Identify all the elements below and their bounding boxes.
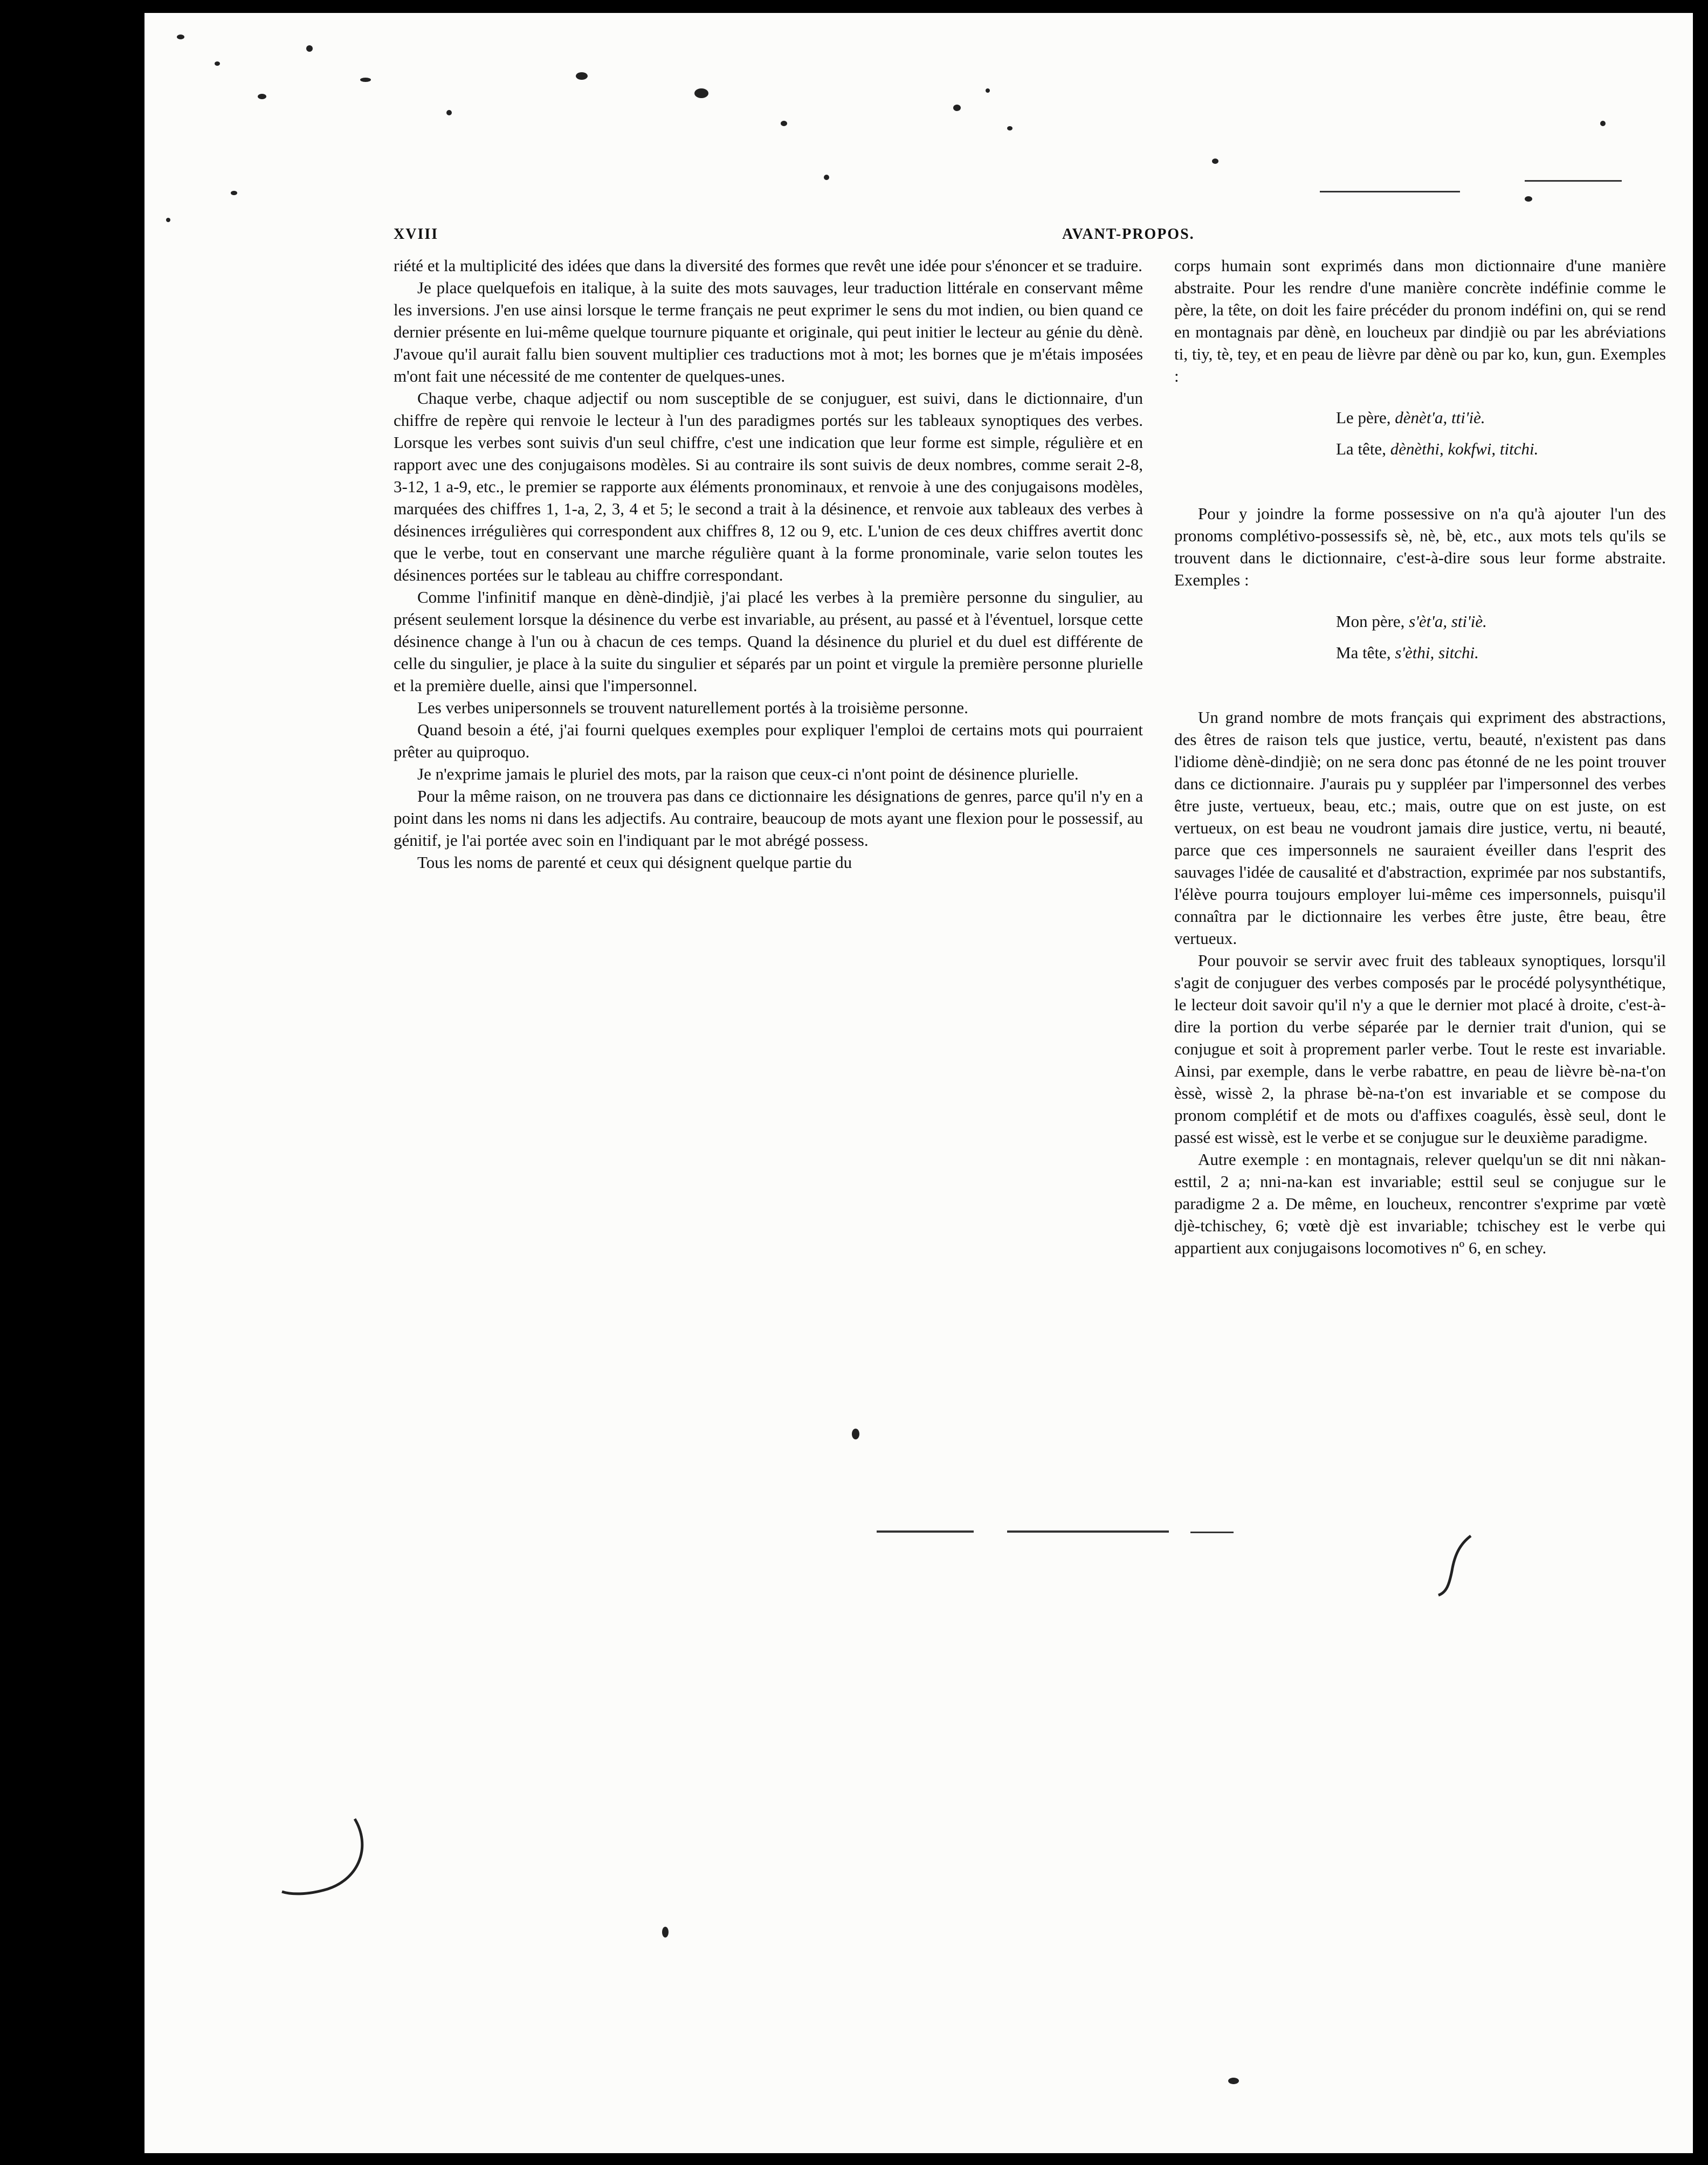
example-block [1174, 606, 1666, 668]
running-title: AVANT-PROPOS. [1062, 226, 1195, 243]
paragraph: Les verbes unipersonnels se trouvent naturellement portés à la troisième personne. [417, 698, 968, 717]
paragraph: Comme l'infinitif manque en dènè-dindjiè, j'ai placé les verbes à la première personne du singulier, au présent seulement lorsque la désinence du verbe est invariable, au présent, au passé et à l'éventuel, lorsque cette désinence change à l'un ou à chacun de ces temps. Quand la désinence du pluriel et du duel est différente de celle du singulier, je place à la suite du singulier et séparés par un point et virgule la première personne plurielle et la première duelle, ainsi que l'impersonnel. [394, 588, 1143, 695]
example-line [1174, 402, 1666, 433]
paragraph: Pour la même raison, on ne trouvera pas dans ce dictionnaire les désignations de genres, parce qu'il n'y en a point dans les noms ni dans les adjectifs. Au contraire, beaucoup de mots ayant une flexion pour le possessif, au génitif, je l'ai portée avec soin en l'indiquant par le mot abrégé possess. [394, 787, 1143, 850]
running-header [394, 220, 1677, 253]
scan-speck [360, 78, 371, 82]
paragraph: Je n'exprime jamais le pluriel des mots, par la raison que ceux-ci n'ont point de désinence plurielle. [417, 764, 1079, 783]
example-forms: s'èthi, sitchi. [1395, 643, 1479, 662]
paragraph: Autre exemple : en montagnais, relever quelqu'un se dit nni nàkan-esttil, 2 a; nni-na-kan est invariable; esttil seul se conjugue sur le paradigme 2 a. De même, en loucheux, rencontrer s'exprime par vœtè djè-tchischey, 6; vœtè djè est invariable; tchischey est le verbe qui appartient aux conjugaisons locomotives nº 6, en schey. [1174, 1150, 1666, 1257]
paragraph: Tous les noms de parenté et ceux qui désignent quelque partie du [417, 853, 852, 872]
scan-speck [824, 175, 829, 180]
scan-mark [877, 1530, 974, 1533]
paragraph: Je place quelquefois en italique, à la suite des mots sauvages, leur traduction littérale en conservant même les inversions. J'en use ainsi lorsque le terme français ne peut exprimer le sens du mot indien, ou bien quand ce dernier présente en lui-même quelque tournure piquante et originale, qui peut initier le lecteur au génie du dènè. J'avoue qu'il aurait fallu bien souvent multiplier ces traductions mot à mot; les bornes que je m'étais imposées m'ont fait une nécessité de me contenter de quelques-unes. [394, 278, 1143, 385]
scan-speck [694, 88, 708, 98]
example-forms: dènèt'a, tti'iè. [1395, 408, 1485, 427]
example-forms: dènèthi, kokfwi, titchi. [1390, 439, 1539, 458]
paragraph: corps humain sont exprimés dans mon dictionnaire d'une manière abstraite. Pour les rendre d'une manière concrète indéfinie comme le père, la tête, on doit les faire précéder du pronom indéfini on, qui se rend en montagnais par dènè, en loucheux par dindjiè ou par les abréviations ti, tiy, tè, tey, et en peau de lièvre par dènè ou par ko, kun, gun. Exemples : [1174, 256, 1666, 385]
paragraph: Pour pouvoir se servir avec fruit des tableaux synoptiques, lorsqu'il s'agit de conjuguer des verbes composés par le procédé polysynthétique, le lecteur doit savoir qu'il n'y a que le dernier mot placé à droite, c'est-à-dire la portion du verbe séparée par le dernier trait d'union, qui se conjugue et soit à proprement parler verbe. Tout le reste est invariable. Ainsi, par exemple, dans le verbe rabattre, en peau de lièvre bè-na-t'on èssè, wissè 2, la phrase bè-na-t'on est invariable et se compose du pronom complétif et de mots ou d'affixes coagulés, èssè seul, dont le passé est wissè, est le verbe et se conjugue sur le deuxième paradigme. [1174, 951, 1666, 1147]
scan-speck [1228, 2078, 1239, 2084]
example-forms: s'èt'a, sti'iè. [1409, 612, 1487, 631]
example-block [1174, 402, 1666, 465]
pen-stroke [1433, 1533, 1476, 1598]
scan-speck [1525, 196, 1532, 202]
right-column [1174, 254, 1666, 1259]
scan-speck [446, 110, 452, 115]
scan-speck [177, 35, 184, 39]
scan-speck [1212, 158, 1218, 164]
scan-speck [215, 61, 220, 66]
scan-mark [1007, 1530, 1169, 1533]
scan-speck [662, 1927, 669, 1938]
scan-mark [1190, 1532, 1234, 1533]
example-term: Ma tête, [1336, 643, 1391, 662]
scan-speck [166, 218, 170, 222]
example-term: La tête, [1336, 439, 1386, 458]
page-number: XVIII [394, 226, 439, 243]
scan-mark [1320, 191, 1460, 192]
example-line [1174, 637, 1666, 668]
pen-stroke [279, 1814, 376, 1905]
left-column [394, 254, 1143, 873]
scanned-page [144, 13, 1693, 2153]
scan-speck [306, 45, 313, 52]
example-line [1174, 433, 1666, 465]
scan-speck [1007, 126, 1013, 130]
scan-speck [852, 1429, 859, 1439]
paragraph: riété et la multiplicité des idées que dans la diversité des formes que revêt une idée pour s'énoncer et se traduire. [394, 256, 1142, 275]
paragraph: Quand besoin a été, j'ai fourni quelques exemples pour expliquer l'emploi de certains mots qui pourraient prêter au quiproquo. [394, 720, 1143, 761]
paragraph: Un grand nombre de mots français qui expriment des abstractions, des êtres de raison tels que justice, vertu, beauté, n'existent pas dans l'idiome dènè-dindjiè; on ne sera donc pas étonné de ne les point trouver dans ce dictionnaire. J'aurais pu y suppléer par l'impersonnel des verbes être juste, vertueux, beau, etc.; mais, outre que on est juste, on est vertueux, on est beau ne voudront jamais dire justice, vertu, ni beauté, parce que ces impersonnels ne sauraient éveiller dans l'esprit des sauvages l'idée de causalité et d'abstraction, exprimée par nos substantifs, l'élève pourra toujours employer lui-même ces impersonnels, puisqu'il connaîtra par le dictionnaire les verbes être juste, être beau, être vertueux. [1174, 708, 1666, 948]
scan-speck [953, 105, 961, 111]
paragraph: Chaque verbe, chaque adjectif ou nom susceptible de se conjuguer, est suivi, dans le dictionnaire, d'un chiffre de repère qui renvoie le lecteur à l'un des paradigmes portés sur les tableaux synoptiques des verbes. Lorsque les verbes sont suivis d'un seul chiffre, c'est une indication que leur forme est simple, régulière et en rapport avec une des conjugaisons modèles. Si au contraire ils sont suivis de deux nombres, comme serait 2-8, 3-12, 1 a-9, etc., le premier se rapporte aux éléments pronominaux, et renvoie à une des conjugaisons modèles, marquées des chiffres 1, 1-a, 2, 3, 4 et 5; le second a trait à la désinence, et renvoie aux tableaux des verbes à désinences irrégulières qui correspondent aux chiffres 8, 12 ou 9, etc. L'union de ces deux chiffres avertit donc que le verbe, tout en conservant une marche régulière quant à la forme pronominale, varie selon toutes les désinences portées sur le tableau au chiffre correspondant. [394, 389, 1143, 584]
scan-speck [576, 72, 588, 80]
example-line [1174, 606, 1666, 637]
example-term: Mon père, [1336, 612, 1405, 631]
scan-speck [231, 191, 237, 195]
scan-mark [1525, 180, 1622, 182]
scan-speck [781, 121, 787, 126]
scan-speck [1600, 121, 1606, 126]
example-term: Le père, [1336, 408, 1391, 427]
paragraph: Pour y joindre la forme possessive on n'a qu'à ajouter l'un des pronoms complétivo-possessifs sè, nè, bè, etc., aux mots tels qu'ils se trouvent dans le dictionnaire, c'est-à-dire sous leur forme abstraite. Exemples : [1174, 504, 1666, 589]
scan-speck [986, 88, 990, 93]
scan-speck [258, 94, 266, 99]
